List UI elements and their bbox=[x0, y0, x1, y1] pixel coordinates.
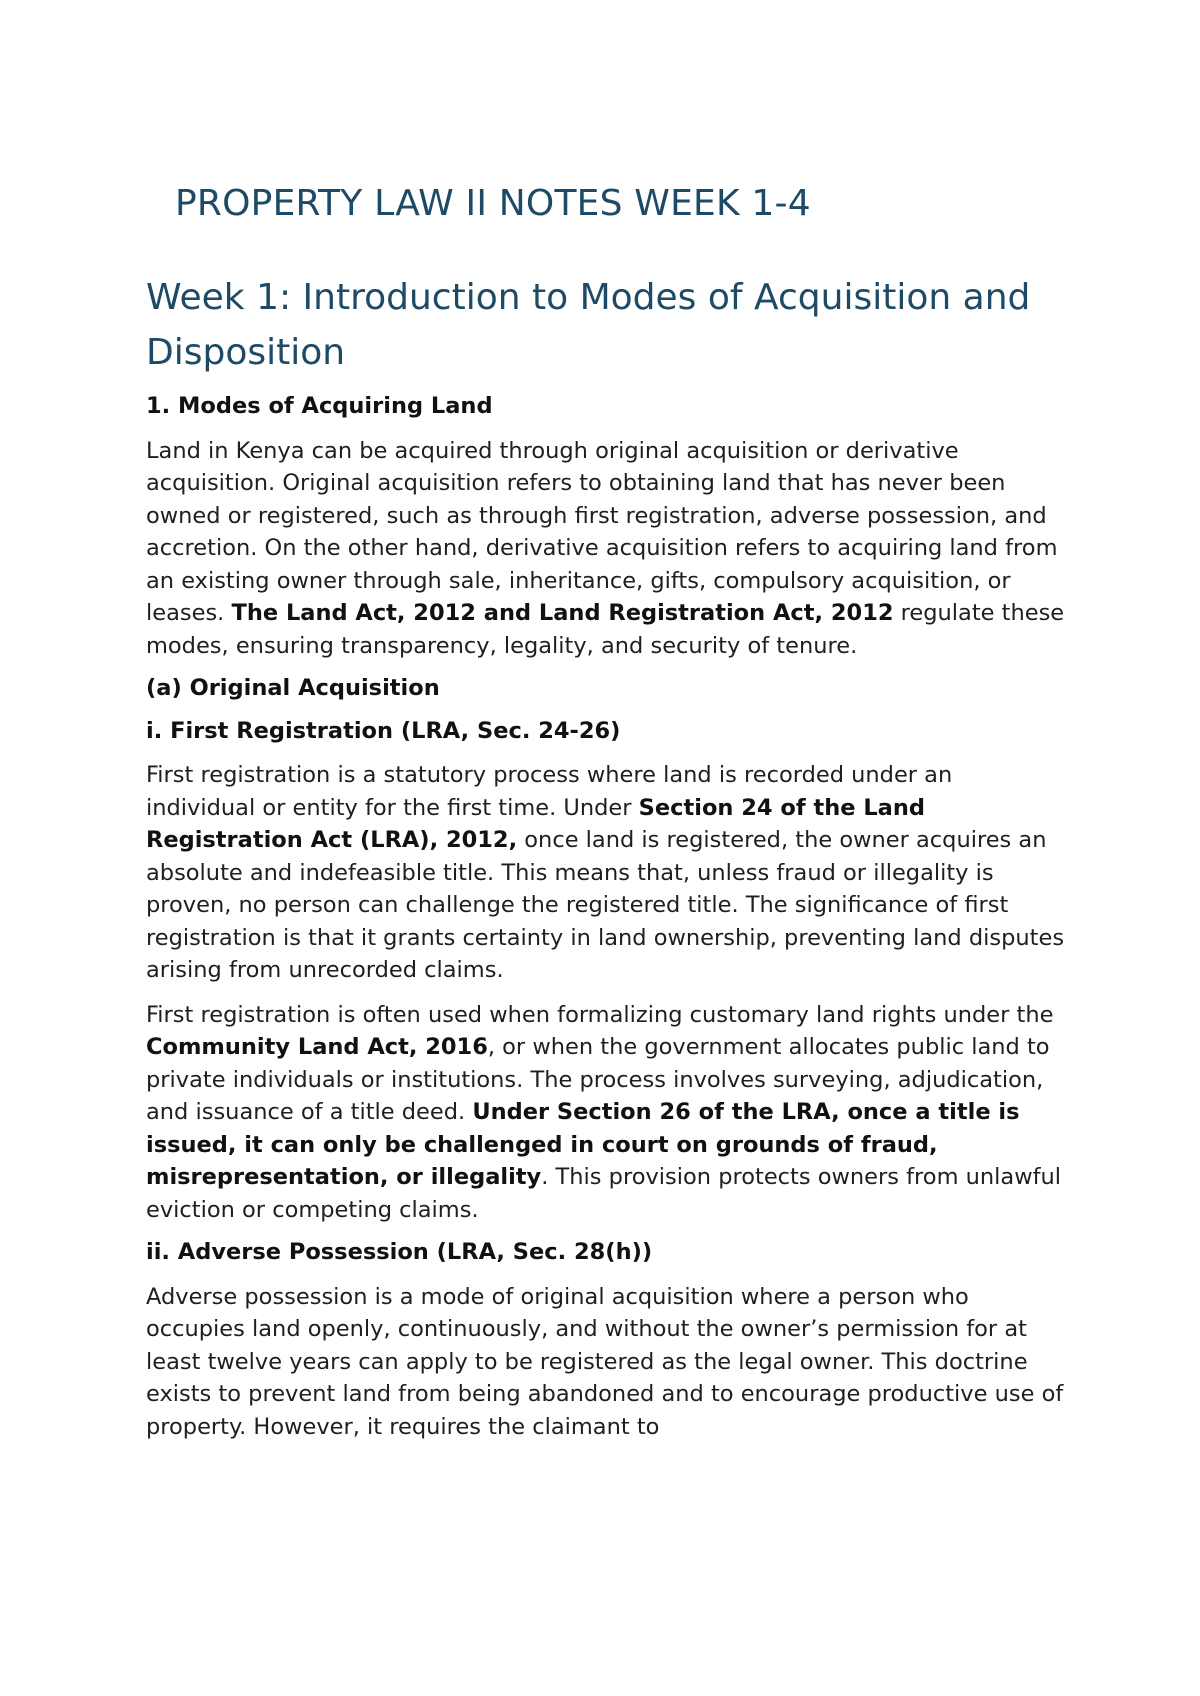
subsection-heading-first-registration: i. First Registration (LRA, Sec. 24-26) bbox=[146, 717, 621, 744]
document-body bbox=[146, 270, 1066, 1443]
paragraph-adverse-possession bbox=[146, 1281, 1066, 1444]
document-title: PROPERTY LAW II NOTES WEEK 1-4 bbox=[175, 183, 811, 224]
paragraph-bold-text: Under Section 26 of the LRA, once a title is issued, it can only be challenged in court on grounds of fraud, misrepresentation, or illegality bbox=[146, 1099, 1020, 1190]
paragraph-modes-intro bbox=[146, 435, 1066, 663]
paragraph-text: , or when the government allocates public land to private individuals or institutions. The process involves surveying, adjudication, and issuance of a title deed. bbox=[146, 1034, 1050, 1125]
paragraph-text: regulate these modes, ensuring transparency, legality, and security of tenure. bbox=[146, 600, 1065, 659]
section-heading-modes: 1. Modes of Acquiring Land bbox=[146, 393, 493, 419]
paragraph-first-registration-2 bbox=[146, 999, 1066, 1227]
paragraph-text: . This provision protects owners from unlawful eviction or competing claims. bbox=[146, 1164, 1062, 1223]
subsection-heading-original-acquisition: (a) Original Acquisition bbox=[146, 675, 440, 701]
paragraph-text: once land is registered, the owner acquires an absolute and indefeasible title. This means that, unless fraud or illegality is proven, no person can challenge the registered title. The significance of first registration is that it grants certainty in land ownership, preventing land disputes arising from unrecorded claims. bbox=[146, 827, 1065, 983]
paragraph-bold-text: Section 24 of the Land Registration Act (LRA), 2012, bbox=[146, 794, 925, 853]
paragraph-bold-text: Community Land Act, 2016 bbox=[146, 1034, 488, 1060]
paragraph-bold-text: The Land Act, 2012 and Land Registration Act, 2012 bbox=[231, 600, 894, 626]
week-heading: Week 1: Introduction to Modes of Acquisition and Disposition bbox=[146, 277, 1031, 373]
paragraph-text: Land in Kenya can be acquired through original acquisition or derivative acquisition. Original acquisition refers to obtaining land that has never been owned or registered, such as through first registration, adverse possession, and accretion. On the other hand, derivative acquisition refers to acquiring land from an existing owner through sale, inheritance, gifts, compulsory acquisition, or leases. bbox=[146, 437, 1058, 626]
paragraph-text: First registration is often used when formalizing customary land rights under the bbox=[146, 1001, 1054, 1028]
paragraph-text: Adverse possession is a mode of original acquisition where a person who occupies land openly, continuously, and without the owner’s permission for at least twelve years can apply to be registered as the legal owner. This doctrine exists to prevent land from being abandoned and to encourage productive use of property. However, it requires the claimant to bbox=[146, 1283, 1064, 1440]
subsection-heading-adverse-possession: ii. Adverse Possession (LRA, Sec. 28(h)) bbox=[146, 1239, 653, 1265]
paragraph-text: First registration is a statutory process where land is recorded under an individual or entity for the first time. Under bbox=[146, 762, 953, 821]
paragraph-first-registration-1 bbox=[146, 759, 1066, 987]
